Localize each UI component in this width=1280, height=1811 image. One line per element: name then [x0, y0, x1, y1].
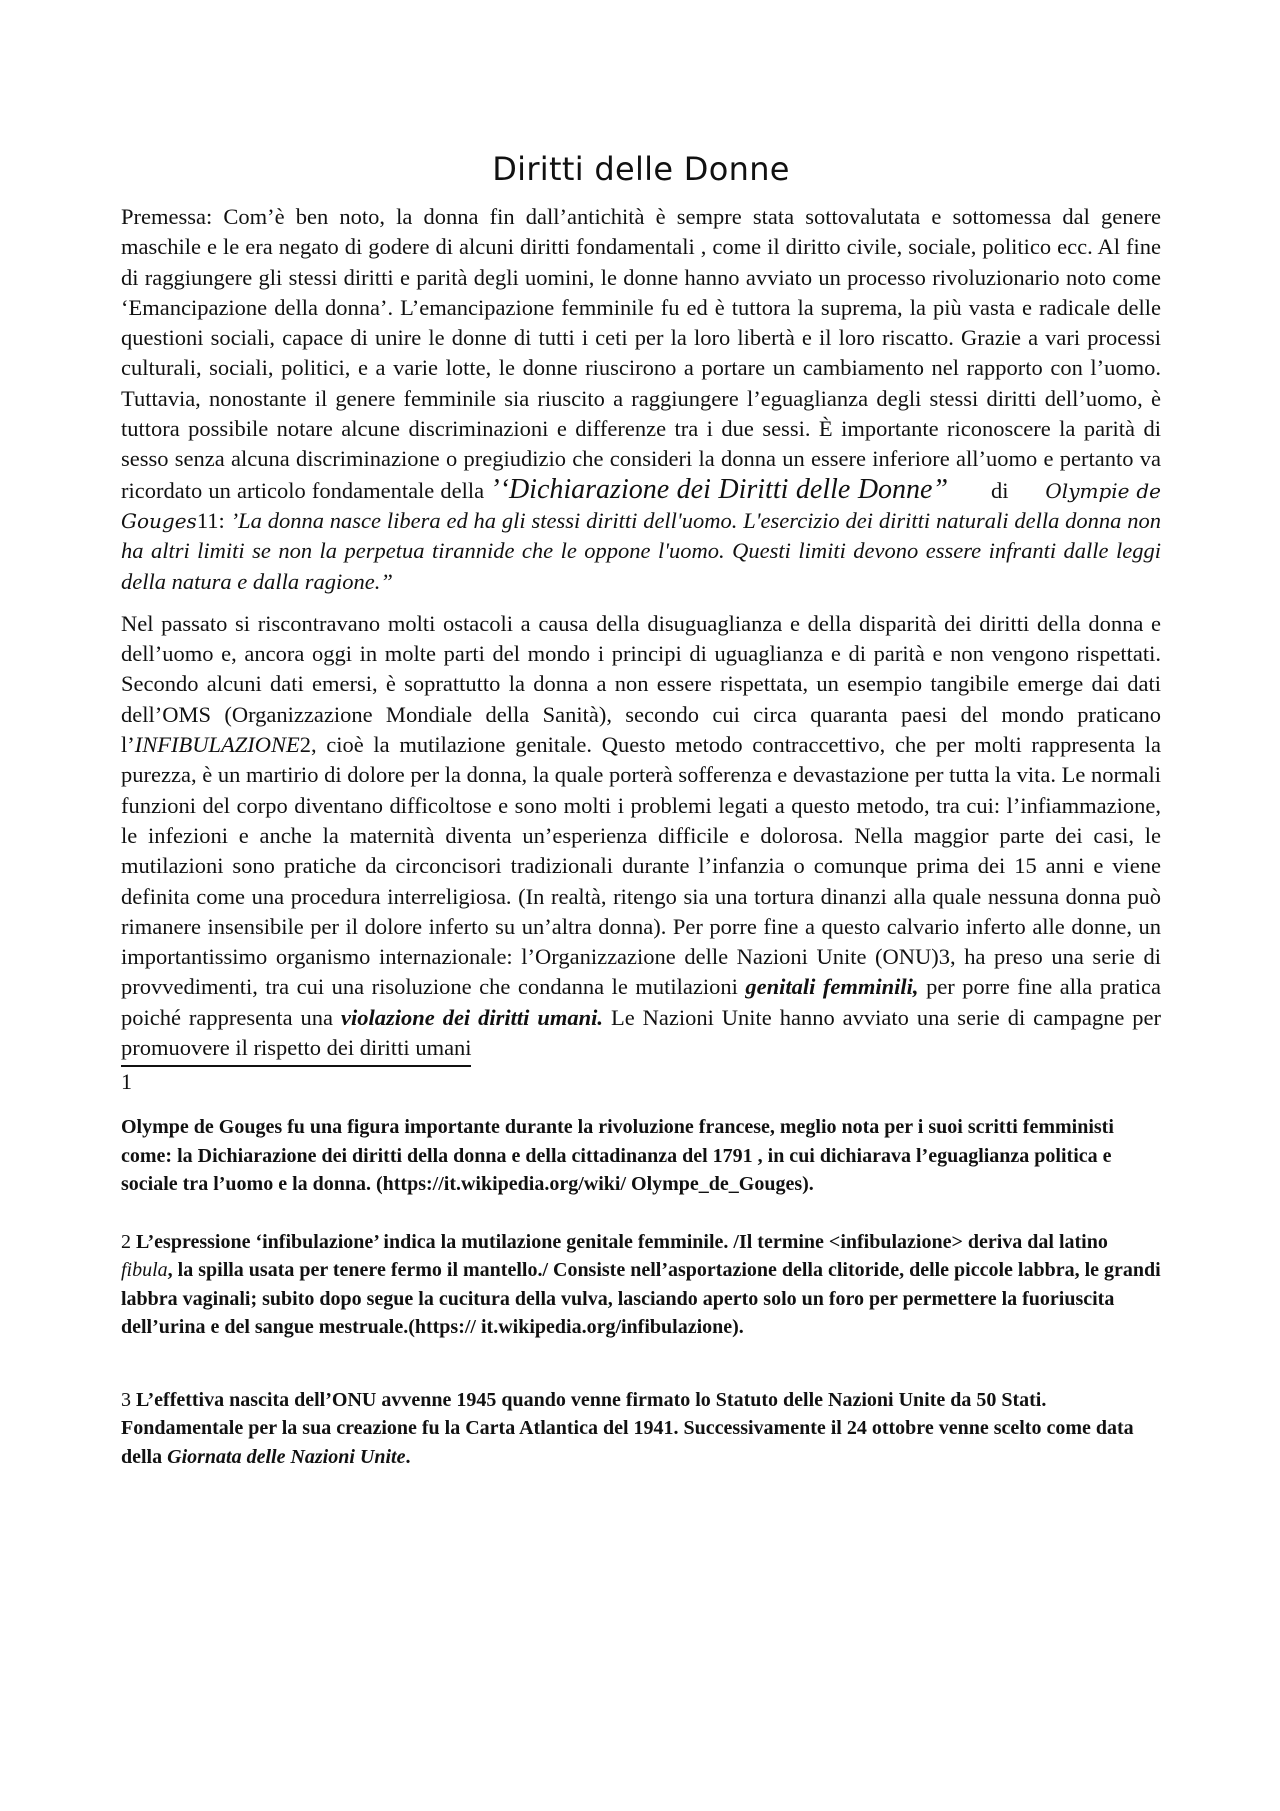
footnote-3-part2: .: [405, 1445, 411, 1468]
footnote-3-giornata: Giornata delle Nazioni Unite: [167, 1445, 406, 1468]
paragraph2-part5: Le Nazioni Unite hanno avviato una serie di campagne per promuovere il rispetto dei diritti umani: [121, 1004, 1162, 1061]
footnote-3-part1: L’effettiva nascita dell’ONU avvenne 1945 quando venne firmato lo Statuto delle Nazioni Unite da 50 Stati. Fondamentale per la sua creazione fu la Carta Atlantica del 1941. Successivamente il 24 ottobre venne scelto come data della: [121, 1388, 1134, 1468]
quote-body: ’La donna nasce libera ed ha gli stessi diritti dell'uomo. L'esercizio dei diritti naturali della donna non ha altri limiti se non la perpetua tirannide che le oppone l'uomo. Questi limiti devono essere infranti dalle leggi della natura e dalla ragione.”: [121, 507, 1162, 594]
footnote-2-number: 2: [121, 1230, 131, 1253]
paragraph2-part4: per porre fine alla pratica poiché rappresenta una: [121, 974, 1162, 1030]
violazione-term: violazione dei diritti umani.: [341, 1004, 603, 1030]
footnote-2-fibula: fibula: [121, 1259, 168, 1282]
paragraph-infibulazione: [121, 609, 1161, 1063]
paragraph-premessa: [121, 202, 1161, 597]
footnote-3-number: 3: [121, 1388, 131, 1411]
footnote-2-part1: L’espressione ‘infibulazione’ indica la mutilazione genitale femminile. /Il termine <infibulazione> deriva dal latino: [131, 1230, 1108, 1253]
paragraph2-part2: 2, cioè la mutilazione genitale. Questo metodo contraccettivo, che per molti rappresenta la purezza, è un martirio di dolore per la donna, la quale porterà sofferenza e devastazione per tutta la vita.: [121, 732, 1161, 788]
quote-di: di: [991, 477, 1009, 503]
footnote-2: [121, 1228, 1161, 1342]
quote-author-ref: 11:: [196, 507, 225, 533]
paragraph2-part3: Le normali funzioni del corpo diventano difficoltose e sono molti i problemi legati a questo metodo, tra cui: l’infiammazione, le infezioni e anche la maternità diventa un’esperienza difficile e dolorosa. Nella maggior parte dei casi, le mutilazioni sono pratiche da circoncisori tradizionali durante l’infanzia o comunque prima dei 15 anni e viene definita come una procedura interreligiosa. (In realtà, ritengo sia una tortura dinanzi alla quale nessuna donna può rimanere insensibile per il dolore inferto su un’altra donna). Per porre fine a questo calvario inferto alle donne, un importantissimo organismo internazionale: l’Organizzazione delle Nazioni Unite (ONU)3, ha preso una serie di provvedimenti, tra cui una risoluzione che condanna le mutilazioni: [121, 762, 1161, 1000]
footnote-1-number: 1: [121, 1069, 132, 1095]
genitali-femminili-term: genitali femminili,: [745, 974, 919, 1000]
paragraph2-part1: Nel passato si riscontravano molti ostacoli a causa della disuguaglianza e della disparità dei diritti della donna e dell’uomo e, ancora oggi in molte parti del mondo i principi di uguaglianza e di parità e non vengono rispettati. Secondo alcuni dati emersi, è soprattutto la donna a non essere rispettata, un esempio tangibile emerge dai dati dell’OMS (Organizzazione Mondiale della Sanità), secondo cui circa quaranta paesi del mondo praticano l’: [121, 610, 1161, 758]
footnote-1: Olympe de Gouges fu una figura importante durante la rivoluzione francese, meglio nota per i suoi scritti femministi come: la Dichiarazione dei diritti della donna e della cittadinanza del 1791 , in cui dichiarava l’eguaglianza politica e sociale tra l’uomo e la donna. (https://it.wikipedia.org/wiki/ Olympe_de_Gouges).: [121, 1116, 1114, 1196]
document-content: [121, 150, 1161, 1471]
page-title: Diritti delle Donne: [492, 150, 790, 188]
paragraph-premessa-text: Premessa: Com’è ben noto, la donna fin dall’antichità è sempre stata sottovalutata e sottomessa dal genere maschile e le era negato di godere di alcuni diritti fondamentali , come il diritto civile, sociale, politico ecc. Al fine di raggiungere gli stessi diritti e parità degli uomini, le donne hanno avviato un processo rivoluzionario noto come ‘Emancipazione della donna’. L’emancipazione femminile fu ed è tuttora la suprema, la più vasta e radicale delle questioni sociali, capace di unire le donne di tutti i ceti per la loro libertà e il loro riscatto. Grazie a vari processi culturali, sociali, politici, e a varie lotte, le donne riuscirono a portare un cambiamento nel rapporto con l’uomo. Tuttavia, nonostante il genere femminile sia riuscito a raggiungere l’eguaglianza degli stessi diritti dell’uomo, è tuttora possibile notare alcune discriminazioni e differenze tra i due sessi. È importante riconoscere la parità di sesso senza alcuna discriminazione o pregiudizio che consideri la donna un essere inferiore all’uomo e pertanto va ricordato un articolo fondamentale della: [121, 204, 1161, 503]
infibulazione-term: INFIBULAZIONE: [134, 732, 300, 758]
quote-author: Olympie de Gouges: [121, 478, 1162, 533]
footnote-3: [121, 1386, 1161, 1472]
footnote-2-part2: , la spilla usata per tenere fermo il mantello./ Consiste nell’asportazione della clitoride, delle piccole labbra, le grandi labbra vaginali; subito dopo segue la cucitura della vulva, lasciando aperto solo un foro per permettere la fuoriuscita dell’urina e del sangue mestruale.(https:// it.wikipedia.org/infibulazione).: [121, 1259, 1161, 1339]
quote-title: ’‘Dichiarazione dei Diritti delle Donne”: [490, 473, 949, 505]
